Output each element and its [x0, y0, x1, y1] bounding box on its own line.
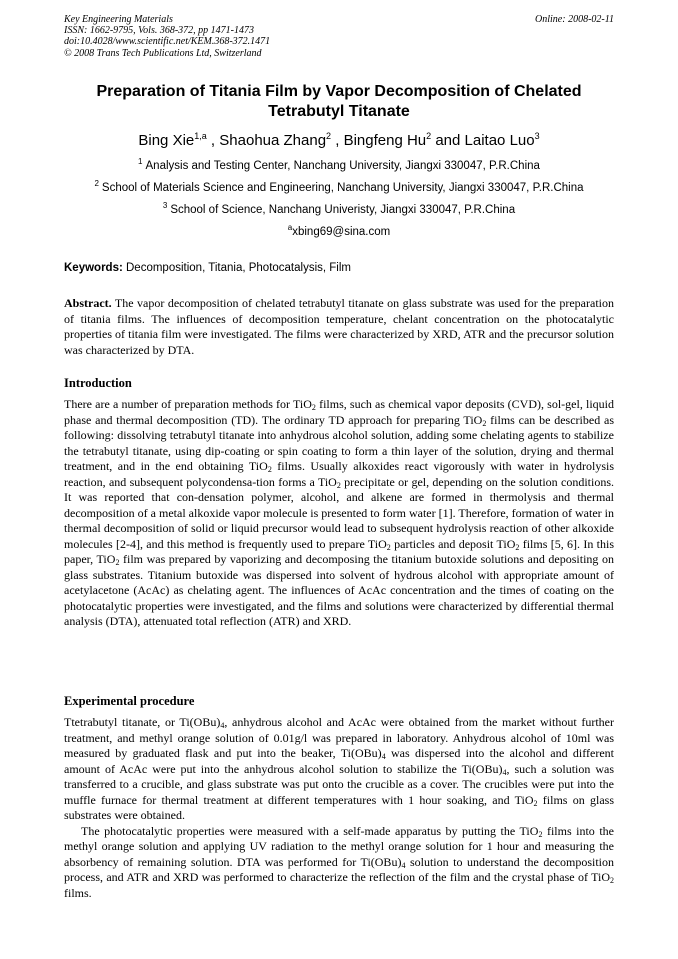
experimental-heading: Experimental procedure: [64, 694, 195, 708]
introduction-heading: Introduction: [64, 376, 132, 390]
contact-email: [64, 225, 614, 239]
copyright-line: © 2008 Trans Tech Publications Ltd, Switzerland: [64, 47, 262, 59]
author-list: [64, 132, 614, 150]
affiliation-text: School of Materials Science and Engineering, Nanchang University, Jiangxi 330047, P.R.China: [101, 182, 584, 194]
author-name: Laitao Luo: [464, 132, 535, 149]
author-affiliation-mark: 1,a: [194, 131, 207, 141]
subscript: 2: [610, 876, 614, 885]
subscript: 4: [220, 721, 225, 730]
subscript: 2: [533, 798, 538, 808]
affiliation-text: School of Science, Nanchang Univeristy, Jiangxi 330047, P.R.China: [170, 204, 516, 216]
paper-title: Preparation of Titania Film by Vapor Decomposition of Chelated Tetrabutyl Titanate: [96, 83, 582, 120]
affiliation-mark: 2: [94, 179, 99, 188]
journal-name: Key Engineering Materials: [64, 14, 173, 25]
subscript: 2: [267, 465, 272, 474]
subscript: 2: [538, 829, 543, 839]
author-affiliation-mark: 2: [426, 131, 432, 141]
introduction-body: [64, 397, 614, 630]
experimental-body: [64, 715, 614, 901]
author-affiliation-mark: 2: [326, 131, 332, 141]
affiliation: [40, 203, 638, 217]
introduction-paragraph: There are a number of preparation methods for TiO$_2$ films, such as chemical vapor deposits (CVD), sol-gel, liquid phase and thermal decomposition (TD). The ordinary TD approach for preparing TiO$_2$ films can be described as following: dissolving tetrabutyl titanate into anhydrous alcohol solution, adding some chelating agents to stabilize the tetrabutyl titanate, using dip-coating or spin coating to form a thin layer of the solution, drying and thermal treatment, and in the end obtaining TiO$_2$ films. Usually alkoxides react vigorously with water in hydrolysis reaction, and subsequent polycondensa-tion forms a TiO$_2$ precipitate or gel, depending on the solution conditions. It was reported that con-densation polymer, alcohol, and alkene are formed in thermolysis and thermal decomposition of a metal alkoxide vapor molecule is presented to form water [1]. Therefore, formation of water in thermal decomposition of solid or liquid precursor would lead to subsequent hydrolysis reaction of other alkoxide molecules [2-4], and this method is frequently used to prepare TiO$_2$ particles and deposit TiO$_2$ films [5, 6]. In this paper, TiO$_2$ film was prepared by vaporizing and decomposing the titanium butoxide solutions and depositing on glass substrates. Titanium butoxide was dispersed into solvent of hydrous alcohol with appropriate amount of acetylacetone (AcAc) as chelating agent. The influences of AcAc concentration and the times of coating on the photocatalytic properties were investigated, and the films and solutions were characterized by differential thermal analysis (DTA), attenuated total reflection (ATR) and XRD.: [64, 397, 615, 628]
author-affiliation-mark: 3: [534, 131, 540, 141]
keywords-label: Keywords:: [64, 262, 123, 274]
abstract-label: Abstract.: [64, 296, 112, 310]
subscript: 2: [482, 418, 487, 428]
affiliation-text: Analysis and Testing Center, Nanchang University, Jiangxi 330047, P.R.China: [145, 160, 540, 172]
experimental-paragraph-2: The photocatalytic properties were measured with a self-made apparatus by putting the TiO$_2$ films into the methyl orange solution and applying UV radiation to the methyl orange solution for 1 hour and measuring the absorbency of remaining solution. DTA was performed for $Ti(OBu)_4$ solution to understand the decomposition process, and ATR and XRD was performed to characterize the reflection of the film and the crystal phase of TiO$_2$ films.: [64, 823, 614, 900]
subscript: 2: [311, 403, 316, 412]
email-address[interactable]: xbing69@sina.com: [292, 226, 391, 238]
affiliation-mark: 1: [138, 157, 143, 166]
author-name: Shaohua Zhang: [219, 132, 327, 149]
affiliation: [40, 181, 638, 195]
subscript: 4: [381, 752, 386, 761]
abstract: [64, 296, 614, 358]
author-separator: ,: [206, 132, 220, 149]
keywords-text: Decomposition, Titania, Photocatalysis, Film: [126, 262, 351, 274]
email-mark: a: [287, 223, 293, 232]
online-date: Online: 2008-02-11: [535, 14, 614, 25]
subscript: 4: [502, 767, 507, 777]
experimental-paragraph-1: Ttetrabutyl titanate, or $Ti(OBu)_4$, anhydrous alcohol and AcAc were obtained from the market without further treatment, and methyl orange solution of 0.01g/l was prepared in laboratory. Anhydrous alcohol of 10ml was measured by graduated flask and put into the beaker, $Ti(OBu)_4$ was dispersed into the alcohol and different amount of AcAc were put into the anhydrous alcohol solution to stabilize the $Ti(OBu)_4$, such a solution was transferred to a crucible, and glass substrate was put onto the crucible as a cover. The crucibles were put into the muffle furnace for thermal treatment at different temperatures with 1 hour soaking, and TiO$_2$ films on glass substrates were obtained.: [64, 715, 615, 822]
author-separator: ,: [331, 132, 344, 149]
author-name: Bingfeng Hu: [343, 132, 427, 149]
subscript: 4: [401, 860, 406, 870]
subscript: 2: [515, 542, 520, 552]
keywords: [64, 261, 614, 275]
issn-line: ISSN: 1662-9795, Vols. 368-372, pp 1471-1473: [64, 25, 254, 37]
subscript: 2: [336, 480, 341, 490]
subscript: 2: [115, 558, 120, 567]
abstract-text: The vapor decomposition of chelated tetrabutyl titanate on glass substrate was used for the preparation of titania films. The influences of decomposition temperature, chelant concentration on the photocatalytic properties of titania film were investigated. The films were characterized by XRD, ATR and the precursor solution was characterized by DTA.: [64, 296, 614, 357]
journal-header: [64, 14, 614, 59]
doi-line: doi:10.4028/www.scientific.net/KEM.368-372.1471: [64, 36, 271, 48]
affiliation: [40, 159, 638, 173]
affiliation-mark: 3: [162, 201, 168, 210]
author-separator: and: [431, 132, 465, 149]
author-name: Bing Xie: [138, 132, 195, 149]
subscript: 2: [386, 542, 391, 552]
